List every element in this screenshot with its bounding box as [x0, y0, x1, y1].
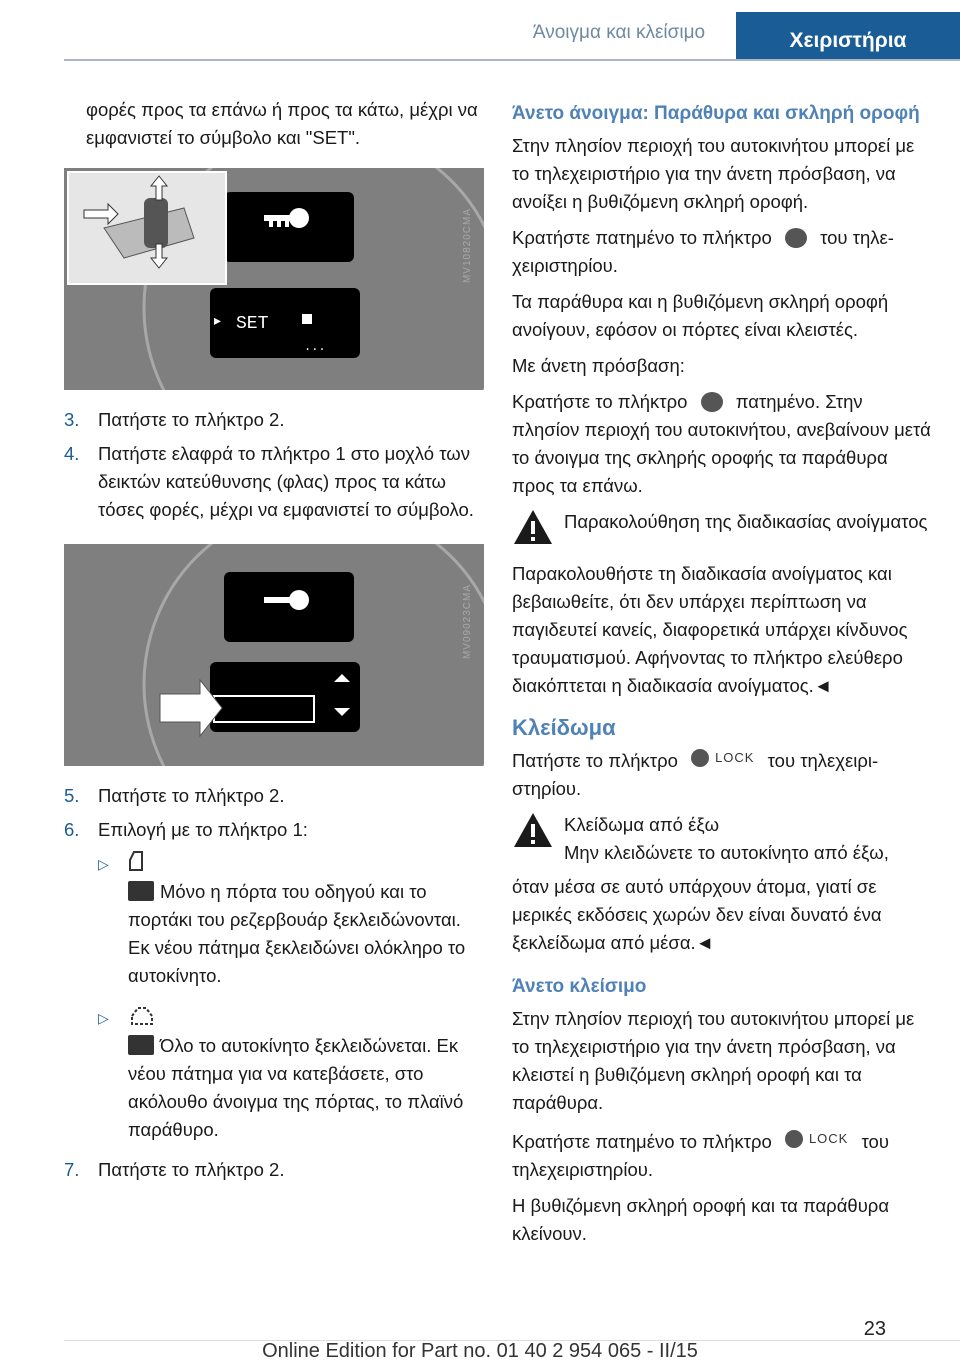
- list-item: [64, 440, 484, 524]
- right-column: [512, 100, 932, 1256]
- step-text: Πατήστε το πλήκτρο 2.: [98, 409, 285, 430]
- list-item: [64, 406, 484, 434]
- heading-comfort-close: Άνετο κλείσιμο: [512, 976, 647, 997]
- step-text: Πατήστε το πλήκτρο 2.: [98, 785, 285, 806]
- step-number: 7.: [64, 1159, 80, 1180]
- lock-button-icon: [691, 744, 754, 772]
- lock-button-icon: [785, 1125, 848, 1153]
- text-span: πατημένο. Στην πλησίον περιοχή του αυτοκινήτου, ανεβαίνουν μετά το άνοιγμα της σκληρής οροφής τα παράθυρα προς τα επάνω.: [512, 391, 931, 496]
- option-driver-door: [98, 850, 484, 990]
- step-number: 6.: [64, 819, 80, 840]
- header-divider: [64, 59, 960, 61]
- paragraph: Στην πλησίον περιοχή του αυτοκινήτου μπορεί με το τηλεχειριστήριο για την άνετη πρόσβαση, να ανοίξει η βυθιζόμενη σκληρή οροφή.: [512, 135, 915, 212]
- list-item: [64, 816, 484, 844]
- display-set-text: SET: [236, 314, 269, 334]
- svg-text:▸: ▸: [214, 312, 222, 328]
- warning-title: Παρακολούθηση της διαδικασίας ανοίγματος: [564, 511, 928, 532]
- heading-lock: Κλείδωμα: [512, 715, 616, 740]
- page-number: 23: [863, 1318, 886, 1340]
- paragraph: Με άνετη πρόσβαση:: [512, 355, 685, 376]
- warning-body: Παρακολουθήστε τη διαδικασία ανοίγματος και βεβαιωθείτε, ότι δεν υπάρχει περίπτωση να παγιδευτεί κανείς, διαφορετικά υπάρχει κίνδυνος τραυματισμού. Αφήνοντας το πλήκτρο ελεύθερο διακόπτεται η διαδικασία ανοίγματος.◄: [512, 563, 908, 696]
- text-span: του τηλεχειριστηρίου.: [512, 1131, 889, 1180]
- list-item: [64, 782, 484, 810]
- option-text: Μόνο η πόρτα του οδηγού και το πορτάκι του ρεζερβουάρ ξεκλειδώνονται. Εκ νέου πάτημα ξεκλειδώνει ολόκληρο το αυτοκίνητο.: [128, 881, 466, 986]
- bullet-marker: ▷: [98, 856, 109, 872]
- text-span: Κρατήστε το πλήκτρο: [512, 391, 688, 412]
- figure-code: MV09023CMA: [462, 584, 473, 660]
- step-text: Πατήστε το πλήκτρο 2.: [98, 1159, 285, 1180]
- text-span: Κρατήστε πατημένο το πλήκτρο: [512, 227, 772, 248]
- paragraph: Στην πλησίον περιοχή του αυτοκινήτου μπορεί με το τηλεχειριστήριο για την άνετη πρόσβαση, να κλειστεί η βυθιζόμενη σκληρή οροφή και τα παράθυρα.: [512, 1008, 915, 1113]
- list-item: [64, 1156, 484, 1184]
- step-number: 5.: [64, 785, 80, 806]
- step-number: 3.: [64, 409, 80, 430]
- lock-label: LOCK: [715, 750, 755, 765]
- text-span: του τηλεχειριστηρίου.: [512, 227, 894, 276]
- warning-note: [512, 811, 932, 867]
- warning-icon: [512, 508, 564, 554]
- header-section-title: Άνοιγμα και κλείσιμο: [532, 22, 706, 43]
- paragraph: [512, 744, 932, 803]
- option-all-doors: [98, 1004, 484, 1144]
- warning-note: [512, 508, 932, 554]
- paragraph: Η βυθιζόμενη σκληρή οροφή και τα παράθυρα κλείνουν.: [512, 1195, 890, 1244]
- warning-icon: [512, 811, 564, 867]
- warning-body: όταν μέσα σε αυτό υπάρχουν άτομα, γιατί σε μερικές εκδόσεις χωρών δεν είναι δυνατό ένα ξεκλείδωμα από μέσα.◄: [512, 876, 882, 953]
- footer-edition-text: Online Edition for Part no. 01 40 2 954 065 - II/15: [262, 1340, 698, 1362]
- header-chapter-tab: Χειριστήρια: [736, 12, 960, 60]
- lock-label: LOCK: [808, 1131, 849, 1146]
- steps-list-a: [64, 406, 484, 524]
- paragraph: [512, 1125, 932, 1184]
- paragraph: Τα παράθυρα και η βυθιζόμενη σκληρή οροφή ανοίγουν, εφόσον οι πόρτες είναι κλειστές.: [512, 291, 889, 340]
- display-dots: ...: [304, 340, 326, 354]
- lock-key-icon: [691, 749, 709, 767]
- open-key-icon: [785, 228, 807, 248]
- paragraph: [512, 388, 932, 500]
- intro-text: φορές προς τα επάνω ή προς τα κάτω, μέχρι να εμφανιστεί το σύμβολο και "SET".: [86, 99, 478, 148]
- remote-key-icon: [128, 1035, 154, 1055]
- step-number: 4.: [64, 443, 80, 464]
- step-text: Πατήστε ελαφρά το πλήκτρο 1 στο μοχλό των δεικτών κατεύθυνσης (φλας) προς τα κάτω τόσες φορές, μέχρι να εμφανιστεί το σύμβολο.: [98, 443, 474, 520]
- warning-body: Μην κλειδώνετε το αυτοκίνητο από έξω,: [564, 842, 889, 863]
- lock-key-icon: [785, 1130, 803, 1148]
- heading-comfort-open: Άνετο άνοιγμα: Παράθυρα και σκληρή οροφή: [512, 103, 920, 124]
- figure-code: MV10820CMA: [462, 208, 473, 284]
- left-column: [64, 96, 484, 1190]
- figure-set-display: [64, 168, 484, 390]
- figure-menu-display: [64, 544, 484, 766]
- text-span: του τηλεχειριστηρίου.: [512, 750, 879, 799]
- step-text: Επιλογή με το πλήκτρο 1:: [98, 819, 308, 840]
- remote-key-icon: [128, 881, 154, 901]
- text-span: Κρατήστε πατημένο το πλήκτρο: [512, 1131, 772, 1152]
- cluster-set-illustration: [64, 168, 484, 390]
- warning-title: Κλείδωμα από έξω: [564, 814, 720, 835]
- steps-list-b: [64, 782, 484, 1184]
- open-key-icon: [701, 392, 723, 412]
- text-span: Πατήστε το πλήκτρο: [512, 750, 678, 771]
- option-text: Όλο το αυτοκίνητο ξεκλειδώνεται. Εκ νέου πάτημα για να κατεβάσετε, στο ακόλουθο άνοιγμα της πόρτας, το πλαϊνό παράθυρο.: [128, 1035, 464, 1140]
- page-header: [0, 0, 960, 60]
- bullet-marker: ▷: [98, 1010, 109, 1026]
- car-doors-icon: [128, 1004, 484, 1032]
- paragraph: [512, 224, 932, 280]
- driver-door-icon: [128, 850, 484, 878]
- cluster-menu-illustration: [64, 544, 484, 766]
